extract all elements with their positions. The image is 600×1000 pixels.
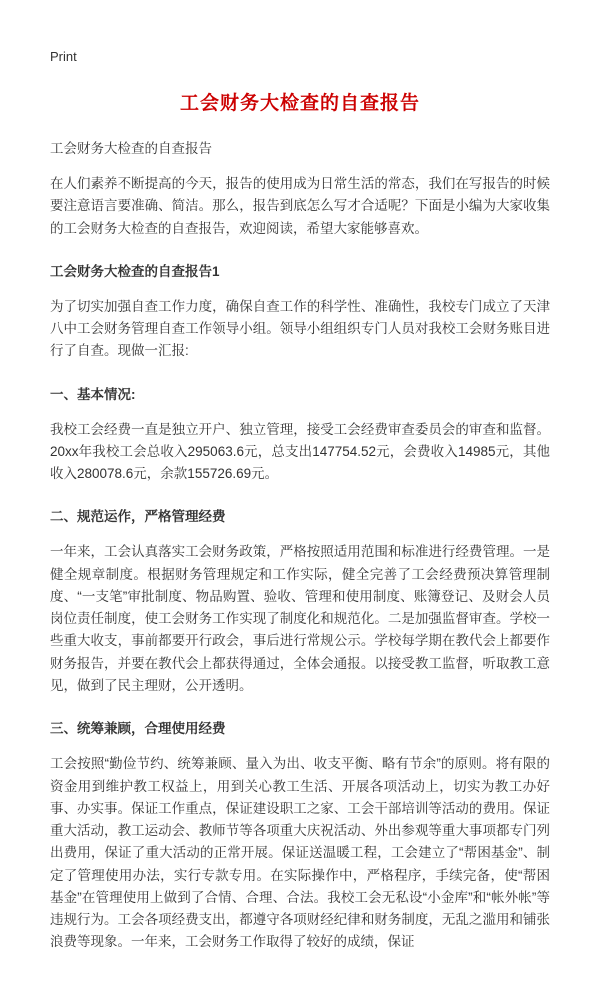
paragraph-standard-operation: 一年来，工会认真落实工会财务政策，严格按照适用范围和标准进行经费管理。一是健全规章制度。根据财务管理规定和工作实际，健全完善了工会经费预决算管理制度、“一支笔”审批制度、物品购置、验收、管理和使用制度、账簿登记、及财会人员岗位责任制度，使工会财务工作实现了制度化和规范化。二是加强监督审查。学校一些重大收支，事前都要开行政会，事后进行常规公示。学校每学期在教代会上都要作财务报告，并要在教代会上都获得通过，全体会通报。以接受教工监督，听取教工意见，做到了民主理财，公开透明。 xyxy=(50,544,550,693)
section-heading-overall-planning: 三、统筹兼顾，合理使用经费 xyxy=(50,721,226,737)
section-heading-standard-operation: 二、规范运作，严格管理经费 xyxy=(50,509,226,525)
document-subtitle: 工会财务大检查的自查报告 xyxy=(50,141,212,156)
paragraph-basic-info: 我校工会经费一直是独立开户、独立管理，接受工会经费审查委员会的审查和监督。20xx年我校工会总收入295063.6元，总支出147754.52元，会费收入14985元，其他收入280078.6元，余款155726.69元。 xyxy=(50,421,550,482)
section-heading-basic-info: 一、基本情况: xyxy=(50,386,136,402)
paragraph-overall-planning: 工会按照“勤俭节约、统筹兼顾、量入为出、收支平衡、略有节余”的原则。将有限的资金用到维护教工权益上，用到关心教工生活、开展各项活动上，切实为教工办好事、办实事。保证工作重点，保证建设职工之家、工会干部培训等活动的费用。保证重大活动，教工运动会、教师节等各项重大庆祝活动、外出参观等重大事项都专门列出费用，保证了重大活动的正常开展。保证送温暖工程，工会建立了“帮困基金”、制定了管理使用办法，实行专款专用。在实际操作中，严格程序，手续完备，使“帮困基金”在管理使用上做到了合情、合理、合法。我校工会无私设“小金库”和“帐外帐”等违规行为。工会各项经费支出，都遵守各项财经纪律和财务制度，无乱之滥用和铺张浪费等现象。一年来，工会财务工作取得了较好的成绩，保证 xyxy=(50,756,550,950)
report1-intro-paragraph: 为了切实加强自查工作力度，确保自查工作的科学性、准确性，我校专门成立了天津八中工会财务管理自查工作领导小组。领导小组组织专门人员对我校工会财务账目进行了自查。现做一汇报: xyxy=(50,298,550,359)
intro-paragraph: 在人们素养不断提高的今天，报告的使用成为日常生活的常态，我们在写报告的时候要注意语言要准确、简洁。那么，报告到底怎么写才合适呢？下面是小编为大家收集的工会财务大检查的自查报告，欢迎阅读，希望大家能够喜欢。 xyxy=(50,176,550,236)
report1-heading: 工会财务大检查的自查报告1 xyxy=(50,263,220,279)
print-button[interactable]: Print xyxy=(50,49,77,64)
document-title: 工会财务大检查的自查报告 xyxy=(179,93,420,114)
